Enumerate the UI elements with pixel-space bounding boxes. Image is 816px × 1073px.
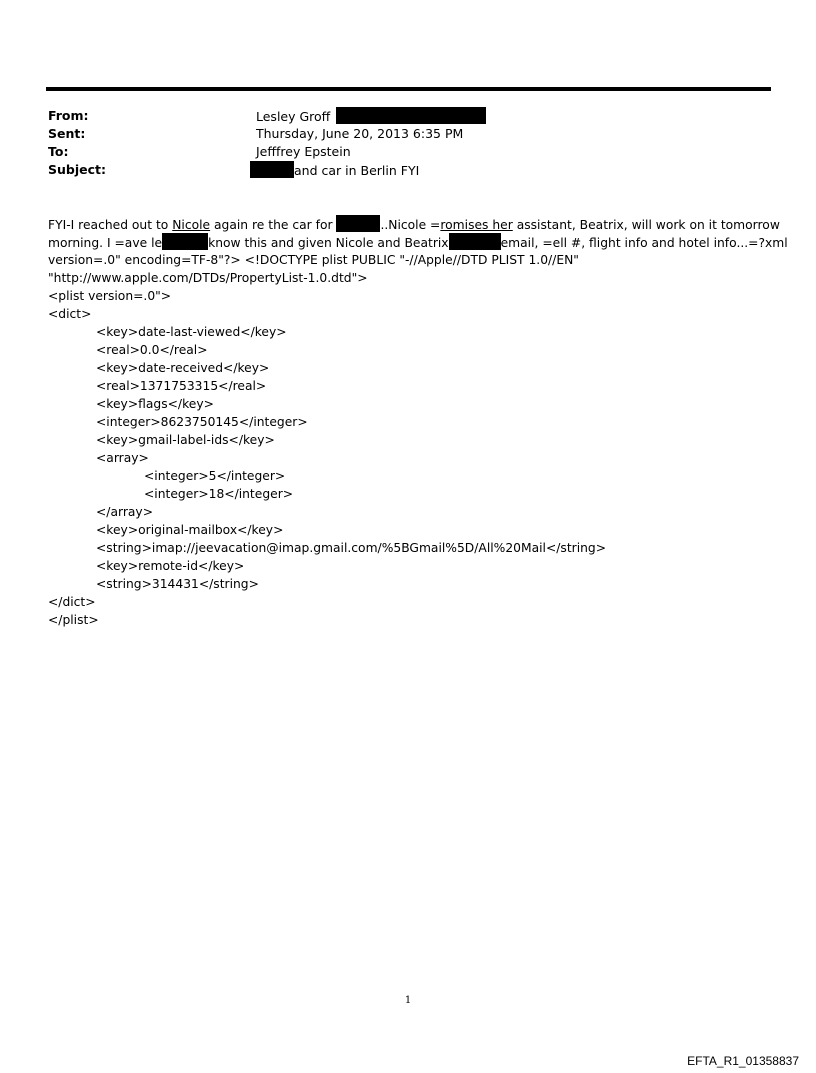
from-value: [256, 107, 486, 126]
subject-value: [250, 161, 419, 180]
body-text-segment: again re the car for: [210, 218, 337, 232]
body-line: [48, 233, 788, 251]
body-line: "http://www.apple.com/DTDs/PropertyList-1.0.dtd">: [48, 271, 368, 285]
document-id: EFTA_R1_01358837: [687, 1054, 799, 1068]
body-text-segment: assistant, Beatrix, will work on it tomorrow: [512, 218, 780, 232]
from-label: From:: [48, 108, 89, 123]
body-text-segment: FYI-I reached out to: [48, 218, 173, 232]
body-line: <array>: [96, 451, 149, 465]
body-line: <string>imap://jeevacation@imap.gmail.com/%5BGmail%5D/All%20Mail</string>: [96, 541, 607, 555]
from-name: Lesley Groff: [256, 109, 331, 124]
body-line: </dict>: [48, 595, 96, 609]
body-text-segment: morning. I =ave le: [48, 236, 163, 250]
body-line: <string>314431</string>: [96, 577, 259, 591]
header-rule: [46, 87, 771, 91]
redaction-box: [449, 233, 501, 250]
redaction-box: [162, 233, 208, 250]
subject-text: and car in Berlin FYI: [294, 163, 420, 178]
body-line: <key>date-last-viewed</key>: [96, 325, 287, 339]
body-line: </array>: [96, 505, 153, 519]
body-text-segment: ..Nicole =: [380, 218, 441, 232]
body-line: <integer>18</integer>: [144, 487, 294, 501]
sent-value: Thursday, June 20, 2013 6:35 PM: [256, 126, 464, 141]
sent-label: Sent:: [48, 126, 86, 141]
page-number: 1: [404, 995, 412, 1006]
body-text-segment: romises her: [440, 218, 513, 232]
body-line: <dict>: [48, 307, 92, 321]
body-line: <integer>8623750145</integer>: [96, 415, 308, 429]
redaction-box: [336, 107, 486, 124]
body-line: <real>0.0</real>: [96, 343, 208, 357]
body-line: <key>original-mailbox</key>: [96, 523, 284, 537]
body-line: [48, 215, 780, 233]
email-body: [48, 215, 788, 629]
subject-label: Subject:: [48, 162, 106, 177]
body-line: version=.0" encoding=TF-8"?> <!DOCTYPE plist PUBLIC "-//Apple//DTD PLIST 1.0//EN": [48, 253, 579, 267]
body-text-segment: Nicole: [172, 218, 211, 232]
body-line: <plist version=.0">: [48, 289, 172, 303]
body-line: </plist>: [48, 613, 99, 627]
body-line: <key>gmail-label-ids</key>: [96, 433, 275, 447]
body-line: <key>flags</key>: [96, 397, 214, 411]
to-value: Jefffrey Epstein: [256, 144, 351, 159]
body-line: <real>1371753315</real>: [96, 379, 267, 393]
to-label: To:: [48, 144, 69, 159]
body-line: <key>remote-id</key>: [96, 559, 245, 573]
redaction-box: [250, 161, 294, 178]
redaction-box: [336, 215, 380, 232]
body-line: <integer>5</integer>: [144, 469, 286, 483]
body-text-segment: know this and given Nicole and Beatrix: [208, 236, 449, 250]
body-text-segment: email, =ell #, flight info and hotel info...=?xml: [500, 236, 788, 250]
body-line: <key>date-received</key>: [96, 361, 270, 375]
